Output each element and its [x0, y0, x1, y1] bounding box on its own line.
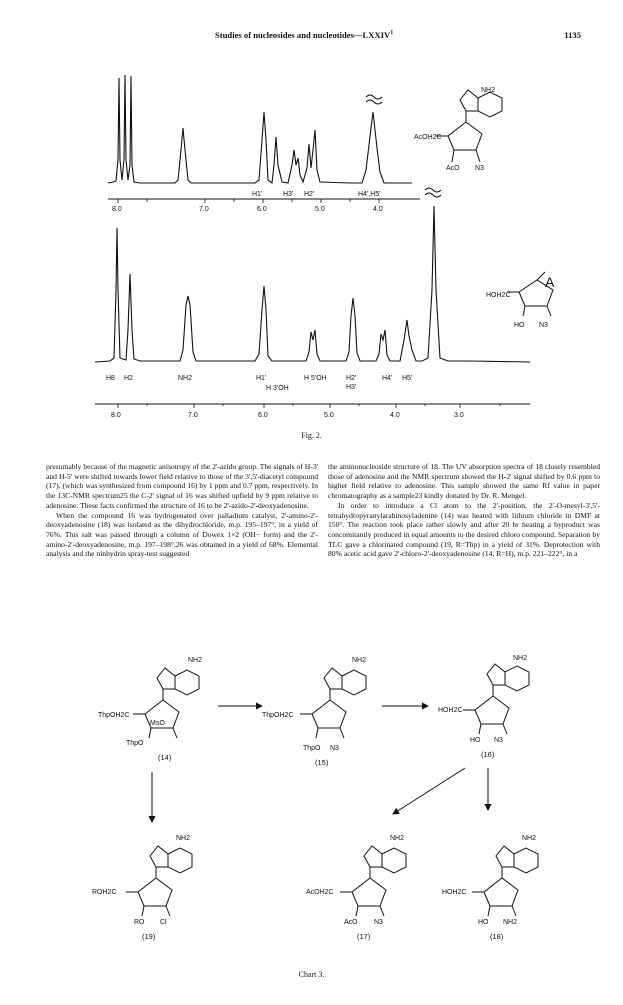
- peak-label: H5': [402, 375, 413, 382]
- paragraph: the aminonucleoside structure of 18. The UV absorption spectra of 18 closely resembled those of adenosine and the NMR spectrum showed the H-2' signal shifted by 0.6 ppm to higher field relative to adenosine. This sample showed the same Rf value in paper chromatography as a sample23 kindly donated by Dr. R. Mengel.: [328, 462, 600, 501]
- axis-tick-label: 8.0: [111, 412, 121, 419]
- structure-label: NH2: [176, 835, 191, 842]
- compound-16: [438, 655, 529, 759]
- axis-tick-label: 3.0: [454, 412, 464, 419]
- structure-label: MsO: [150, 720, 165, 727]
- compound-15: [262, 657, 366, 767]
- peak-label: H4': [382, 375, 393, 382]
- page-number: 1135: [564, 30, 581, 40]
- structure-label: RO: [134, 919, 145, 926]
- structure-label: AcO: [344, 919, 358, 926]
- peak-label: H2: [124, 375, 133, 382]
- text-column-right: [328, 462, 600, 559]
- paragraph: When the compound 16 was hydrogenated over palladium catalyst, 2'-amino-2'-deoxyadenosine (18) was isolated as the dihydrochloride, m.p. 195–197°, in a yield of 76%. This salt was passed through a column of Dowex 1×2 (OH− form) and the 2'-amino-2'-deoxyadenosine, m.p. 197–198°,26 was obtained in a yield of 68%. Elemental analysis and the ninhydrin spray-test suggested: [46, 510, 318, 559]
- peak-label: H 3'OH: [266, 385, 289, 392]
- peak-label: H3': [283, 191, 294, 198]
- structure-label: HOH2C: [486, 292, 511, 299]
- title-superscript: 1: [390, 30, 394, 37]
- structure-label: HO: [470, 737, 481, 744]
- top-axis-ticks: [118, 199, 379, 203]
- text-column-left: [46, 462, 318, 559]
- figure-caption: Fig. 2.: [301, 431, 322, 440]
- structure-label: NH2: [481, 87, 496, 94]
- structure-label: HO: [478, 919, 489, 926]
- running-title: Studies of nucleosides and nucleotides—LXXIV$^1$: [215, 30, 394, 40]
- structure-label: N3: [494, 737, 503, 744]
- top-spectrum: [108, 75, 502, 213]
- axis-tick-label: 4.0: [390, 412, 400, 419]
- compound-id: (15): [315, 758, 329, 767]
- compound-17: [306, 835, 406, 941]
- peak-label: H8: [106, 375, 115, 382]
- structure-label: HOH2C: [438, 707, 463, 714]
- structure-label: NH2: [513, 655, 528, 662]
- axis-tick-label: 6.0: [258, 412, 268, 419]
- peak-label: H1': [256, 375, 267, 382]
- axis-tick-label: 4.0: [373, 206, 383, 213]
- structure-label: HOH2C: [442, 889, 467, 896]
- nmr-figure: [0, 40, 623, 470]
- structure-label: NH2: [503, 919, 518, 926]
- bottom-spectrum-trace: [95, 206, 530, 362]
- structure-label: Cl: [160, 919, 167, 926]
- structure-label: ROH2C: [92, 889, 117, 896]
- structure-label: AcOH2C: [414, 134, 442, 141]
- structure-label: AcOH2C: [306, 889, 334, 896]
- peak-label: H1': [252, 191, 263, 198]
- compound-id: (19): [142, 932, 156, 941]
- scheme-caption: Chart 3.: [298, 970, 325, 979]
- structure-label: ThpO: [126, 740, 144, 747]
- top-spectrum-trace: [108, 75, 412, 183]
- structure-label: ThpOH2C: [98, 712, 130, 719]
- compound-id: (18): [490, 932, 504, 941]
- peak-label: H4',H5': [358, 191, 381, 198]
- structure-label: NH2: [390, 835, 405, 842]
- structure-label: ThpOH2C: [262, 712, 294, 719]
- bottom-spectrum: [95, 188, 555, 419]
- paragraph: In order to introduce a Cl atom to the 2'-position, the 2'-O-mesyl-3',5'-tetrahydropyranylarabinosyladenine (14) was heated with lithium chloride in DMF at 150°. The reaction took place rather slowly and after 20 hr heating a byproduct was concomitantly produced in equal amounts to the desired chloro compound. Separation by TLC gave a chlorinated compound (19, R=Thp) in a yield of 31%. Deprotection with 80% acetic acid gave 2'-chloro-2'-deoxyadenosine (14, R=H), m.p. 221–222°, in a: [328, 500, 600, 559]
- structure-label: NH2: [352, 657, 367, 664]
- axis-tick-label: 5.0: [315, 206, 325, 213]
- peak-label: H2': [304, 191, 315, 198]
- structure-label: NH2: [188, 657, 203, 664]
- axis-tick-label: 6.0: [257, 206, 267, 213]
- structure-label: AcO: [446, 165, 460, 172]
- compound-id: (14): [158, 753, 172, 762]
- reaction-scheme: [0, 650, 623, 970]
- structure-label: HO: [514, 322, 525, 329]
- bottom-axis-ticks: [118, 404, 500, 408]
- peak-label: NH2: [178, 375, 193, 382]
- structure-label: N3: [475, 165, 484, 172]
- top-structure: [436, 90, 502, 162]
- axis-tick-label: 5.0: [324, 412, 334, 419]
- compound-18: [442, 835, 538, 941]
- compound-14: [98, 657, 202, 762]
- structure-label: N3: [539, 322, 548, 329]
- reaction-arrow: [393, 768, 465, 814]
- compound-19: [92, 835, 192, 941]
- axis-tick-label: 7.0: [188, 412, 198, 419]
- structure-label: A: [545, 274, 555, 290]
- peak-label: H2': [346, 375, 357, 382]
- bottom-break-mark: [425, 188, 441, 197]
- peak-label: H 5'OH: [304, 375, 327, 382]
- top-break-mark: [366, 95, 382, 104]
- compound-id: (17): [357, 932, 371, 941]
- structure-label: NH2: [522, 835, 537, 842]
- compound-id: (16): [481, 750, 495, 759]
- axis-tick-label: 8.0: [112, 206, 122, 213]
- structure-label: ThpO: [303, 745, 321, 752]
- paragraph: presumably because of the magnetic anisotropy of the 2'-azido group. The signals of H-3' and H-5' were shifted towards lower field relative to those of the 3',5'-diacetyl compound (17), (which was synthesized from compound 16) by 1 ppm and 0.7 ppm, respectively. In the 13C-NMR spectrum25 the C-2' signal of 16 was shifted upfield by 9 ppm relative to adenosine. These facts confirmed the structure of 16 to be 2'-azido-2'-deoxyadenosine.: [46, 462, 318, 510]
- axis-tick-label: 7.0: [199, 206, 209, 213]
- structure-label: N3: [374, 919, 383, 926]
- peak-label: H3': [346, 384, 357, 391]
- structure-label: N3: [330, 745, 339, 752]
